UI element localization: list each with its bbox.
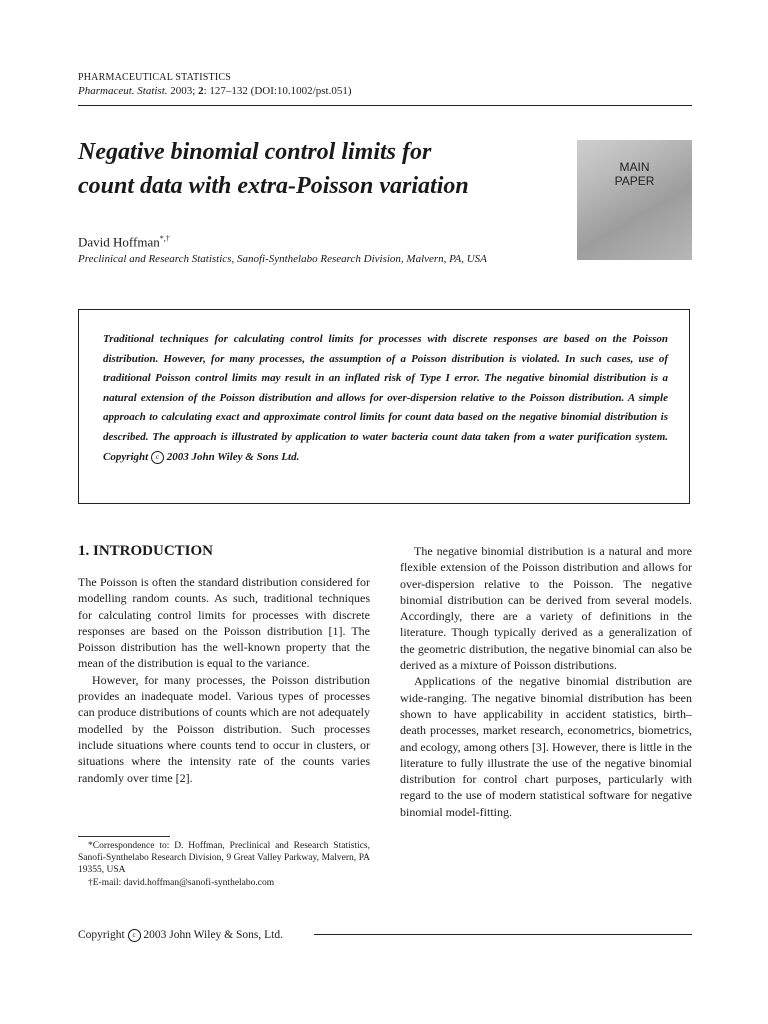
section-heading: 1. INTRODUCTION — [78, 543, 214, 559]
citation-volume: 2 — [198, 85, 204, 97]
paragraph: The negative binomial distribution is a natural and more flexible extension of the Poisson distribution and allows for over-dispersion relative to the Poisson. The negative binomial distribution can be derived from several models. Accordingly, there are a variety of definitions in the literature. Though typically derived as a generalization of the geometric distribution, the negative binomial can also be derived as a mixture of Poisson distributions. — [400, 544, 692, 673]
title-line-2: count data with extra-Poisson variation — [78, 173, 469, 199]
right-column — [400, 543, 692, 820]
copyright-prefix: Copyright — [78, 929, 128, 941]
abstract-box — [78, 309, 690, 504]
paper-title — [78, 135, 558, 203]
author-line — [78, 231, 170, 250]
footnote-correspondence: *Correspondence to: D. Hoffman, Preclinical and Research Statistics, Sanofi-Synthelabo Research Division, 9 Great Valley Parkway, Malvern, PA 19355, USA — [78, 841, 370, 876]
journal-name: PHARMACEUTICAL STATISTICS — [78, 72, 232, 83]
author-name: David Hoffman — [78, 234, 160, 250]
main-paper-badge — [577, 140, 692, 260]
page-copyright — [78, 928, 283, 942]
footnotes — [78, 840, 370, 889]
left-column — [78, 574, 370, 786]
citation-journal: Pharmaceut. Statist. — [78, 85, 168, 97]
abstract-body: Traditional techniques for calculating control limits for processes with discrete responses are based on the Poisson distribution. However, for many processes, the assumption of a Poisson distribution is violated. In such cases, use of traditional Poisson control limits may result in an inflated risk of Type I error. The negative binomial distribution is a natural extension of the Poisson distribution and allows for over-dispersion relative to the Poisson distribution. A simple approach to calculating exact and approximate control limits for count data based on the negative binomial distribution is described. The approach is illustrated by application to water bacteria count data taken from a water purification system. Copyright — [103, 333, 668, 463]
author-affiliation: Preclinical and Research Statistics, Sanofi-Synthelabo Research Division, Malvern, PA, USA — [78, 253, 487, 265]
paragraph: The Poisson is often the standard distribution considered for modelling random counts. As such, traditional techniques for calculating control limits for processes with discrete responses are based on the Poisson distribution [1]. The Poisson distribution has the well-known property that the mean of the distribution is equal to the variance. — [78, 575, 370, 671]
copyright-symbol: c — [128, 929, 141, 942]
header-rule — [78, 105, 692, 106]
footer-rule — [314, 934, 692, 935]
author-marks: *,† — [159, 234, 170, 243]
copyright-tail: 2003 John Wiley & Sons, Ltd. — [140, 929, 283, 941]
citation-year: 2003; — [167, 85, 199, 97]
badge-line-2: PAPER — [614, 174, 655, 188]
footnote-rule — [78, 836, 170, 837]
footnote-email: †E-mail: david.hoffman@sanofi-synthelabo.com — [88, 877, 275, 888]
citation-pages: : 127–132 (DOI:10.1002/pst.051) — [203, 85, 352, 97]
copyright-symbol: c — [151, 451, 164, 464]
badge-line-1: MAIN — [619, 160, 650, 174]
paragraph: Applications of the negative binomial distribution are wide-ranging. The negative binomial distribution has been shown to have applicability in accident statistics, birth–death processes, market research, econometrics, biometrics, and ecology, among others [3]. However, there is little in the literature to fully illustrate the use of the negative binomial distribution for control chart purposes, particularly with regard to the use of modern statistical software for negative binomial model-fitting. — [400, 674, 692, 819]
paragraph: However, for many processes, the Poisson distribution provides an inadequate model. Various types of processes can produce distributions of counts which are not adequately modelled by the Poisson distribution. Such processes include situations where counts tend to occur in clusters, or situations where the intensity rate of the counts varies randomly over time [2]. — [78, 672, 370, 785]
abstract-copyright: 2003 John Wiley & Sons Ltd. — [163, 450, 300, 463]
abstract-text — [103, 330, 668, 467]
title-line-1: Negative binomial control limits for — [78, 139, 432, 165]
citation-line — [78, 84, 351, 98]
